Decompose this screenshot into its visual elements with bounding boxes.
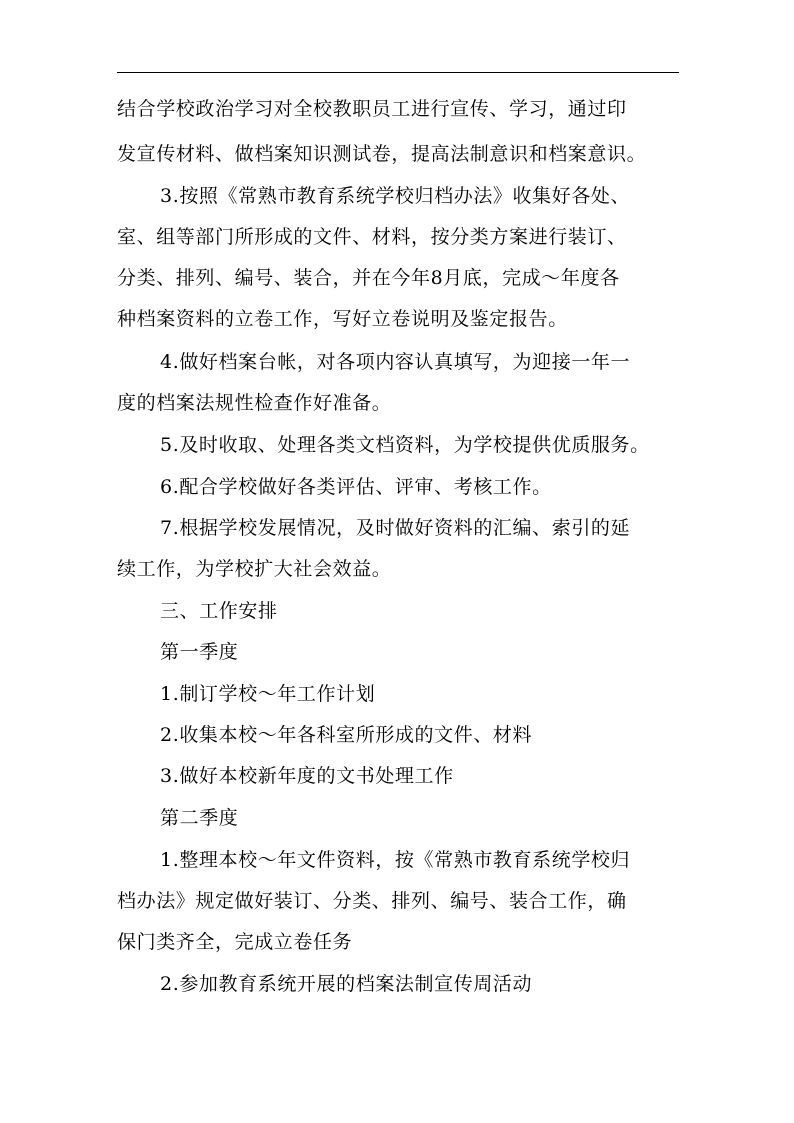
text-line: 种档案资料的立卷工作，写好立卷说明及鉴定报告。 (117, 308, 568, 330)
quarter-heading: 第一季度 (160, 641, 239, 663)
text-line: 分类、排列、编号、装合，并在今年8月底，完成～年度各 (117, 267, 620, 289)
text-line: 档办法》规定做好装订、分类、排列、编号、装合工作，确 (117, 890, 627, 912)
text-line: 4.做好档案台帐，对各项内容认真填写，为迎接一年一 (160, 351, 631, 373)
text-line: 5.及时收取、处理各类文档资料，为学校提供优质服务。 (160, 434, 650, 456)
text-line: 室、组等部门所形成的文件、材料，按分类方案进行装订、 (117, 226, 627, 248)
text-line: 6.配合学校做好各类评估、评审、考核工作。 (160, 476, 552, 498)
text-line: 2.参加教育系统开展的档案法制宣传周活动 (160, 973, 533, 995)
text-line: 3.做好本校新年度的文书处理工作 (160, 765, 454, 787)
text-line: 3.按照《常熟市教育系统学校归档办法》收集好各处、 (160, 185, 631, 207)
text-line: 2.收集本校～年各科室所形成的文件、材料 (160, 724, 533, 746)
text-line: 续工作，为学校扩大社会效益。 (117, 558, 392, 580)
text-line: 7.根据学校发展情况，及时做好资料的汇编、索引的延 (160, 517, 631, 539)
quarter-heading: 第二季度 (160, 807, 239, 829)
text-line: 发宣传材料、做档案知识测试卷，提高法制意识和档案意识。 (117, 143, 647, 165)
text-line: 度的档案法规性检查作好准备。 (117, 392, 392, 414)
header-rule (117, 72, 679, 73)
text-line: 1.整理本校～年文件资料，按《常熟市教育系统学校归 (160, 849, 631, 871)
text-line: 结合学校政治学习对全校教职员工进行宣传、学习，通过印 (117, 98, 627, 120)
text-line: 保门类齐全，完成立卷任务 (117, 931, 353, 953)
text-line: 1.制订学校～年工作计划 (160, 683, 376, 705)
section-heading: 三、工作安排 (160, 600, 278, 622)
